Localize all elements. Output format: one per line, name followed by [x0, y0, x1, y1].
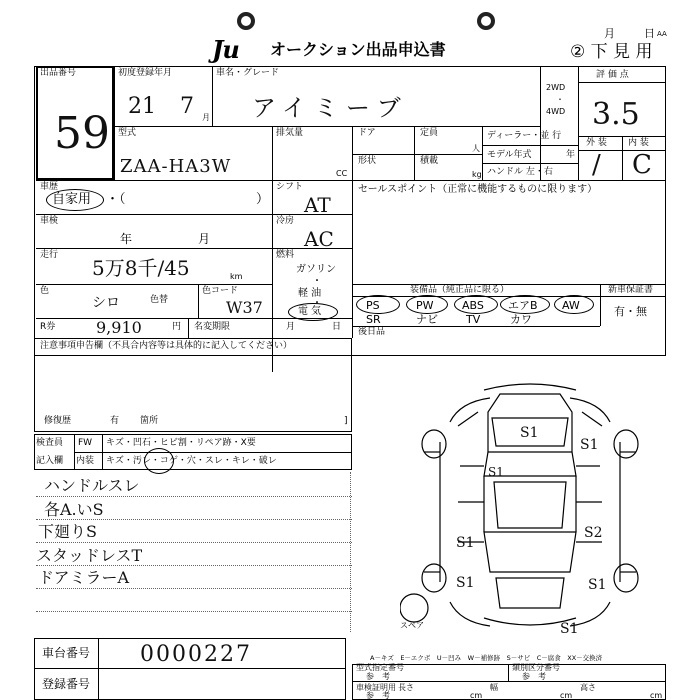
notes-box: [34, 338, 352, 432]
equipment-abs: ABS: [462, 299, 484, 312]
sales-point-label: セールスポイント（正常に機能するものに限ります）: [358, 184, 598, 195]
history-paren-close: ）: [256, 192, 270, 207]
diagram-mark-8: S1: [560, 621, 579, 637]
copy-label: ② 下 見 用: [570, 42, 653, 62]
diagram-mark-1: S1: [520, 425, 539, 441]
lot-number-value: 59: [54, 108, 110, 159]
diagram-mark-3: S1: [488, 465, 504, 479]
equipment-pw-circle: [406, 295, 448, 314]
category-label: 類別区分番号: [512, 663, 560, 672]
history-label: 車歴: [40, 182, 59, 192]
displacement-unit: CC: [336, 169, 348, 178]
first-registration-label: 初度登録年月: [118, 68, 173, 78]
exterior-value: /: [592, 150, 601, 180]
score-value: 3.5: [592, 97, 640, 132]
inspector-items: キズ・凹石・ヒビ割・リペア跡・X要: [106, 438, 256, 448]
equipment-navi: ナビ: [416, 313, 438, 326]
interior-label: 内 装: [628, 138, 649, 148]
form-title: オークション出品申込書: [270, 40, 446, 59]
equipment-airbag-circle: [500, 295, 550, 314]
category-ref: 参 考: [522, 672, 546, 681]
equipment-label: 装備品（純正品に限る）: [410, 285, 510, 295]
equipment-pw: PW: [416, 299, 434, 312]
fuel-option-gasoline: ガソリン: [296, 264, 336, 275]
width-unit: cm: [560, 691, 573, 700]
repair-option: 有: [110, 416, 120, 426]
width-label: 幅: [490, 683, 498, 692]
mileage-label: 走行: [40, 250, 59, 260]
doors-label: ドア: [358, 128, 376, 138]
warranty-label: 新車保証書: [608, 285, 654, 295]
repair-label: 修復歴: [44, 416, 72, 426]
model-year-unit: 年: [566, 150, 576, 160]
note-line-3: 下廻りS: [38, 522, 97, 541]
first-registration-year: 21: [128, 94, 156, 119]
date-suffix-label: AA: [657, 30, 667, 38]
mileage-unit: km: [230, 272, 243, 281]
model-value: ZAA-HA3W: [120, 156, 232, 177]
repair-place: 箇所: [140, 416, 159, 426]
entry-items: キズ・汚レ・コゲ・穴・スレ・キレ・破レ: [106, 456, 277, 466]
height-unit: cm: [650, 691, 663, 700]
load-unit: kg: [472, 170, 482, 179]
drive-4wd: 4WD: [546, 107, 566, 116]
fuel-option-diesel: 軽 油: [298, 288, 322, 299]
car-name-label: 車名・グレード: [216, 68, 280, 78]
inspection-year-unit: 年: [120, 232, 133, 246]
inspector-label: 検査員: [36, 438, 64, 448]
entry-tag: 内装: [76, 456, 95, 466]
model-spec-ref: 参 考: [366, 672, 390, 681]
length-unit: cm: [470, 691, 483, 700]
note-line-2: 各A.いS: [44, 500, 104, 519]
spare-label: スペア: [400, 621, 424, 630]
note-line-5: ドアミラーA: [38, 568, 130, 587]
frame-number-label: 車台番号: [42, 646, 91, 660]
height-label: 高さ: [580, 683, 596, 692]
dealer-label: ディーラー・並 行: [487, 131, 562, 141]
color-change-label: 色替: [150, 295, 169, 305]
cert-length-label: 車検証明用: [356, 683, 396, 692]
history-value: 自家用: [52, 192, 92, 207]
expiry-day-unit: 日: [332, 322, 342, 332]
score-label: 評 価 点: [596, 70, 629, 80]
date-month-label: 月: [604, 27, 615, 40]
note-line-4: スタッドレスT: [36, 546, 143, 565]
equipment-ps-circle: [356, 295, 400, 314]
equipment-sr: SR: [366, 313, 381, 326]
diagram-mark-2: S1: [580, 437, 599, 453]
entry-label: 記入欄: [36, 456, 64, 466]
cooling-label: 冷房: [276, 216, 295, 226]
exterior-label: 外 装: [586, 138, 607, 148]
notes-label: 注意事項申告欄（不具合内容等は具体的に記入してください）: [40, 341, 293, 351]
drive-2wd: 2WD: [546, 83, 566, 92]
binder-hole-left: [237, 12, 255, 30]
load-label: 積載: [420, 156, 439, 166]
warranty-value: 有・無: [614, 305, 647, 318]
length-label: 長さ: [398, 683, 414, 692]
equipment-abs-circle: [454, 295, 498, 314]
lot-number-label: 出品番号: [40, 68, 77, 78]
body-shape-label: 形状: [358, 156, 377, 166]
model-label: 型式: [118, 128, 137, 138]
expiry-label: 名変期限: [194, 322, 231, 332]
color-value: シロ: [92, 295, 120, 311]
shift-label: シフト: [276, 182, 304, 192]
frame-number-value: 0000227: [140, 642, 252, 667]
brand-logo: Ju: [212, 35, 239, 64]
inspection-label: 車検: [40, 216, 59, 226]
fuel-option-electric: 電 気: [298, 306, 322, 317]
cert-ref: 参 考: [366, 691, 390, 700]
first-registration-month-unit: 月: [202, 113, 210, 122]
equipment-tv: TV: [466, 313, 481, 326]
recycle-value: 9,910: [96, 318, 142, 337]
color-code-value: W37: [226, 298, 263, 317]
car-name-value: アイミーブ: [252, 94, 409, 122]
equipment-ps: PS: [366, 299, 380, 312]
expiry-month-unit: 月: [286, 322, 296, 332]
recycle-unit: 円: [172, 322, 182, 332]
fuel-dot-2: ・: [312, 298, 322, 309]
model-year-label: モデル年式: [487, 150, 532, 160]
equipment-aw: AW: [562, 299, 580, 312]
model-spec-label: 型式指定番号: [356, 663, 404, 672]
equipment-leather: カワ: [510, 313, 532, 326]
diagram-mark-5: S1: [456, 535, 475, 551]
capacity-unit: 人: [472, 144, 480, 153]
shift-value: AT: [304, 193, 331, 217]
fuel-label: 燃料: [276, 250, 295, 260]
inspector-tag: FW: [78, 438, 93, 448]
damage-legend: A－キズ E－エクボ U－凹み W－補修跡 S－サビ C－腐食 XX－交換済: [370, 654, 603, 662]
entry-circle: [144, 448, 174, 474]
drive-sep: ・: [556, 95, 564, 104]
displacement-label: 排気量: [276, 128, 304, 138]
mileage-value: 5万8千/45: [92, 256, 190, 280]
repair-bracket: ]: [344, 416, 348, 426]
inspection-month-unit: 月: [198, 232, 211, 246]
note-line-1: ハンドルスレ: [44, 476, 140, 495]
first-registration-month: 7: [180, 94, 194, 119]
color-code-label: 色コード: [202, 286, 239, 296]
registration-number-label: 登録番号: [42, 677, 91, 691]
recycle-label: R券: [40, 322, 56, 332]
diagram-mark-4: S2: [584, 525, 603, 541]
history-rest: ・（: [106, 192, 126, 207]
equipment-airbag: エアB: [508, 299, 538, 312]
capacity-label: 定員: [420, 128, 439, 138]
binder-hole-right: [477, 12, 495, 30]
diagram-mark-6: S1: [456, 575, 475, 591]
date-day-label: 日: [644, 27, 655, 40]
after-registration-label: 後日品: [358, 327, 386, 337]
diagram-mark-7: S1: [588, 577, 607, 593]
equipment-aw-circle: [554, 295, 594, 314]
handle-label: ハンドル 左・右: [487, 167, 553, 177]
color-label: 色: [40, 286, 50, 296]
fuel-dot-1: ・: [312, 276, 322, 287]
cooling-value: AC: [304, 227, 334, 251]
interior-value: C: [632, 150, 652, 180]
car-damage-diagram: [400, 382, 660, 642]
